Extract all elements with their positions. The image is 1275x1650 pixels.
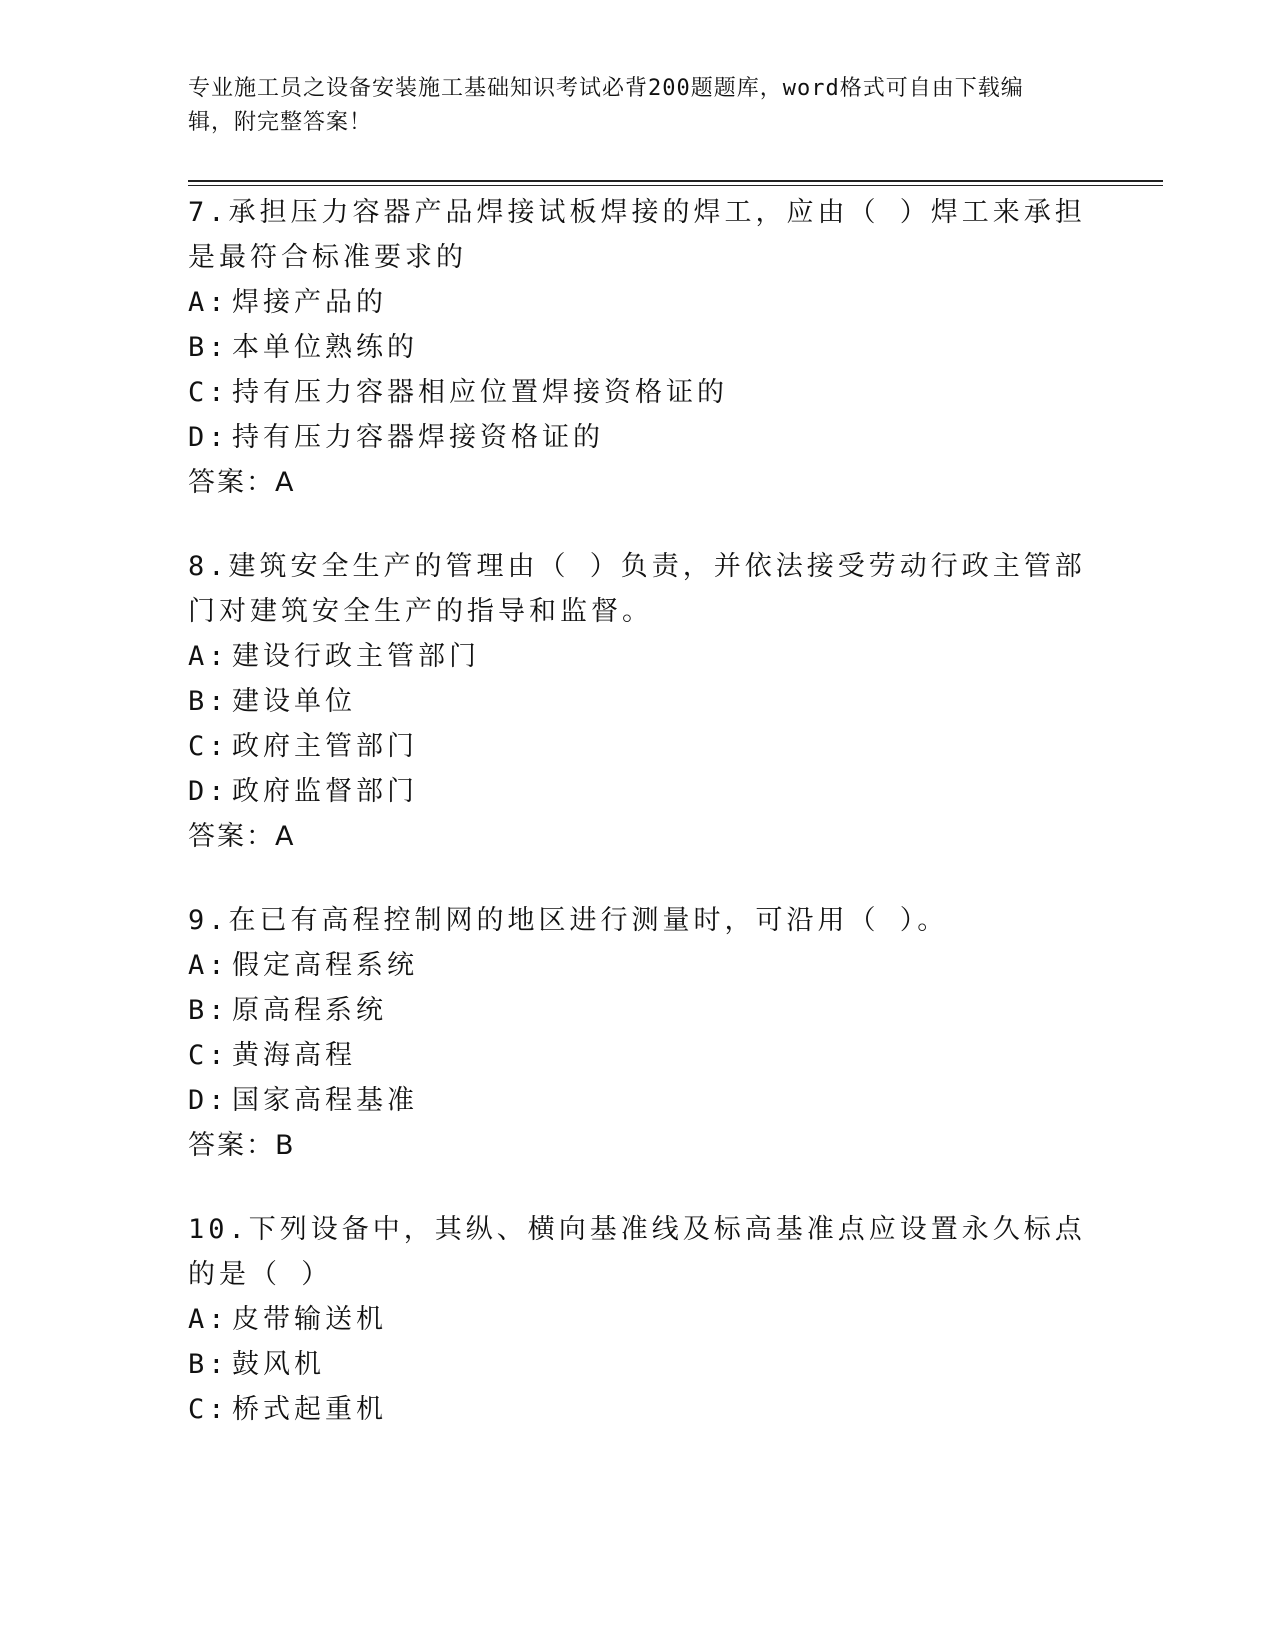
- option-b: [188, 325, 1088, 370]
- option-c: [188, 1387, 1088, 1432]
- header-rule-thin: [188, 185, 1163, 186]
- option-key: D:: [188, 1085, 229, 1116]
- option-text: 原高程系统: [232, 995, 387, 1026]
- question-text: 7.承担压力容器产品焊接试板焊接的焊工，应由（ ）焊工来承担是最符合标准要求的: [188, 197, 1086, 273]
- option-b: [188, 988, 1088, 1033]
- option-text: 国家高程基准: [232, 1085, 418, 1116]
- question-8: [188, 544, 1088, 860]
- option-key: B:: [188, 995, 229, 1026]
- option-d: [188, 415, 1088, 460]
- option-b: [188, 679, 1088, 724]
- option-text: 持有压力容器相应位置焊接资格证的: [232, 377, 728, 408]
- option-text: 本单位熟练的: [232, 332, 418, 363]
- option-a: [188, 280, 1088, 325]
- option-key: D:: [188, 776, 229, 807]
- option-a: [188, 1297, 1088, 1342]
- option-key: C:: [188, 377, 229, 408]
- option-text: 假定高程系统: [232, 950, 418, 981]
- option-c: [188, 724, 1088, 769]
- option-text: 政府主管部门: [232, 731, 418, 762]
- option-text: 焊接产品的: [232, 287, 387, 318]
- option-key: C:: [188, 1394, 229, 1425]
- option-text: 建设行政主管部门: [232, 641, 480, 672]
- option-key: D:: [188, 422, 229, 453]
- option-key: A:: [188, 950, 229, 981]
- option-key: B:: [188, 686, 229, 717]
- question-10: [188, 1207, 1088, 1432]
- option-key: A:: [188, 1304, 229, 1335]
- question-list: [188, 190, 1088, 1470]
- option-text: 政府监督部门: [232, 776, 418, 807]
- option-key: C:: [188, 1040, 229, 1071]
- option-d: [188, 769, 1088, 814]
- option-b: [188, 1342, 1088, 1387]
- option-text: 桥式起重机: [232, 1394, 387, 1425]
- answer: 答案：A: [188, 821, 296, 852]
- option-key: A:: [188, 287, 229, 318]
- option-text: 鼓风机: [232, 1349, 325, 1380]
- document-header: [188, 72, 1068, 140]
- option-text: 持有压力容器焊接资格证的: [232, 422, 604, 453]
- question-text: 10.下列设备中，其纵、横向基准线及标高基准点应设置永久标点的是（ ）: [188, 1214, 1086, 1290]
- option-c: [188, 370, 1088, 415]
- question-text: 9.在已有高程控制网的地区进行测量时，可沿用（ ）。: [188, 905, 949, 936]
- option-text: 建设单位: [232, 686, 356, 717]
- answer: 答案：B: [188, 1130, 296, 1161]
- question-text: 8.建筑安全生产的管理由（ ）负责，并依法接受劳动行政主管部门对建筑安全生产的指导和监督。: [188, 551, 1086, 627]
- option-d: [188, 1078, 1088, 1123]
- question-7: [188, 190, 1088, 506]
- option-key: C:: [188, 731, 229, 762]
- option-a: [188, 943, 1088, 988]
- option-key: B:: [188, 332, 229, 363]
- question-9: [188, 898, 1088, 1169]
- option-key: A:: [188, 641, 229, 672]
- answer: 答案：A: [188, 467, 296, 498]
- document-title: 专业施工员之设备安装施工基础知识考试必背200题题库，word格式可自由下载编辑，附完整答案！: [188, 76, 1024, 135]
- option-text: 皮带输送机: [232, 1304, 387, 1335]
- option-key: B:: [188, 1349, 229, 1380]
- option-text: 黄海高程: [232, 1040, 356, 1071]
- option-a: [188, 634, 1088, 679]
- option-c: [188, 1033, 1088, 1078]
- header-rule-thick: [188, 180, 1163, 182]
